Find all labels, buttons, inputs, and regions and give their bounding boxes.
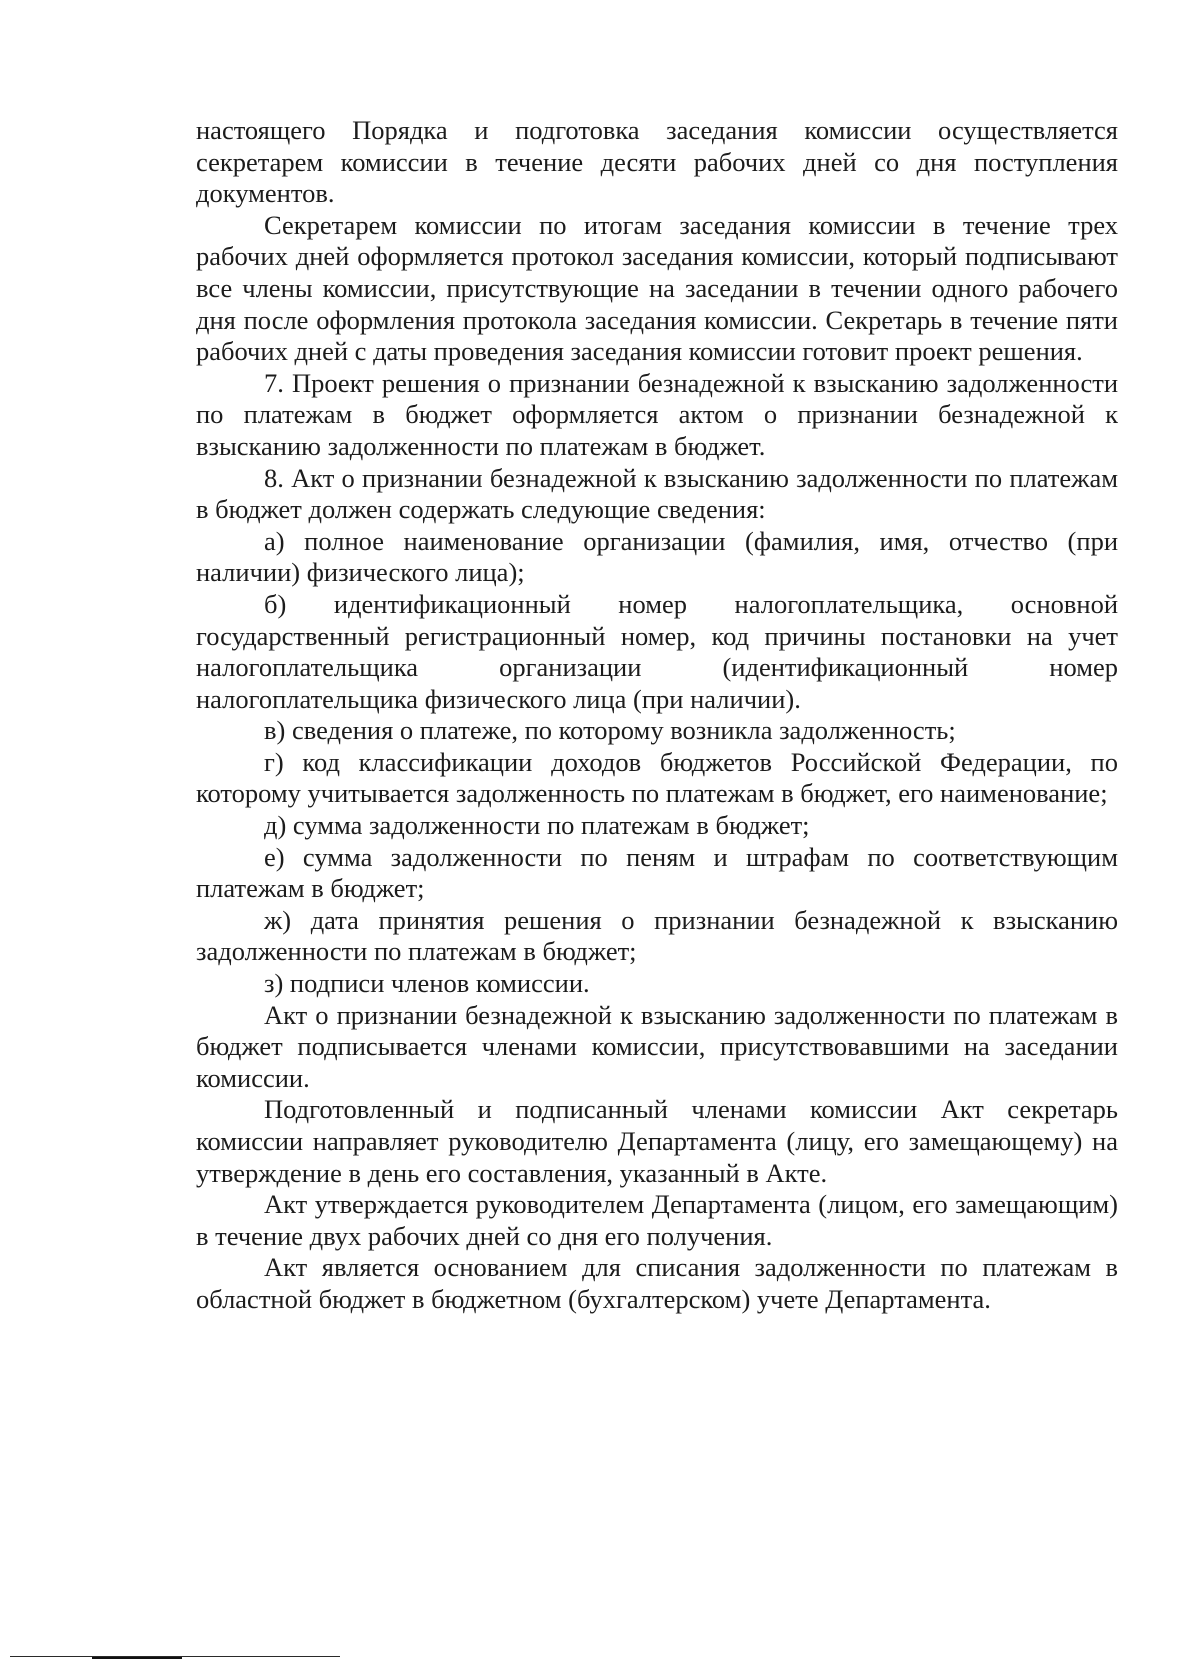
document-body [196, 115, 1118, 1316]
list-item-v: в) сведения о платеже, по которому возникла задолженность; [264, 715, 956, 746]
paragraph-act-approval: Акт утверждается руководителем Департамента (лицом, его замещающим) в течение двух рабочих дней со дня его получения. [196, 1189, 1118, 1251]
paragraph-act-submission: Подготовленный и подписанный членами комиссии Акт секретарь комиссии направляет руководителю Департамента (лицу, его замещающему) на утверждение в день его составления, указанный в Акте. [196, 1094, 1118, 1188]
paragraph-continuation: настоящего Порядка и подготовка заседания комиссии осуществляется секретарем комиссии в течение десяти рабочих дней со дня поступления документов. [196, 115, 1118, 209]
list-item-g: г) код классификации доходов бюджетов Российской Федерации, по которому учитывается задолженность по платежам в бюджет, его наименование; [196, 746, 1118, 809]
scan-edge-line-dark [92, 1657, 182, 1659]
list-item-a: а) полное наименование организации (фамилия, имя, отчество (при наличии) физического лица); [196, 525, 1118, 588]
list-item-d: д) сумма задолженности по платежам в бюджет; [264, 810, 810, 841]
list-item-zh: ж) дата принятия решения о признании безнадежной к взысканию задолженности по платежам в бюджет; [196, 904, 1118, 967]
list-item-e: е) сумма задолженности по пеням и штрафам по соответствующим платежам в бюджет; [196, 841, 1118, 904]
paragraph-act-signing: Акт о признании безнадежной к взысканию задолженности по платежам в бюджет подписывается членами комиссии, присутствовавшими на заседании комиссии. [196, 999, 1118, 1093]
paragraph-item-7: 7. Проект решения о признании безнадежной к взысканию задолженности по платежам в бюджет оформляется актом о признании безнадежной к взысканию задолженности по платежам в бюджет. [196, 367, 1118, 461]
paragraph-item-8: 8. Акт о признании безнадежной к взысканию задолженности по платежам в бюджет должен содержать следующие сведения: [196, 462, 1118, 525]
paragraph-act-basis: Акт является основанием для списания задолженности по платежам в областной бюджет в бюджетном (бухгалтерском) учете Департамента. [196, 1252, 1118, 1314]
list-item-z: з) подписи членов комиссии. [264, 968, 590, 999]
paragraph-secretary-protocol: Секретарем комиссии по итогам заседания комиссии в течение трех рабочих дней оформляется протокол заседания комиссии, который подписывают все члены комиссии, присутствующие на заседании в течении одного рабочего дня после оформления протокола заседания комиссии. Секретарь в течение пяти рабочих дней с даты проведения заседания комиссии готовит проект решения. [196, 209, 1118, 367]
list-item-b: б) идентификационный номер налогоплательщика, основной государственный регистрационный номер, код причины постановки на учет налогоплательщика организации (идентификационный номер налогоплательщика физического лица (при наличии). [196, 588, 1118, 714]
